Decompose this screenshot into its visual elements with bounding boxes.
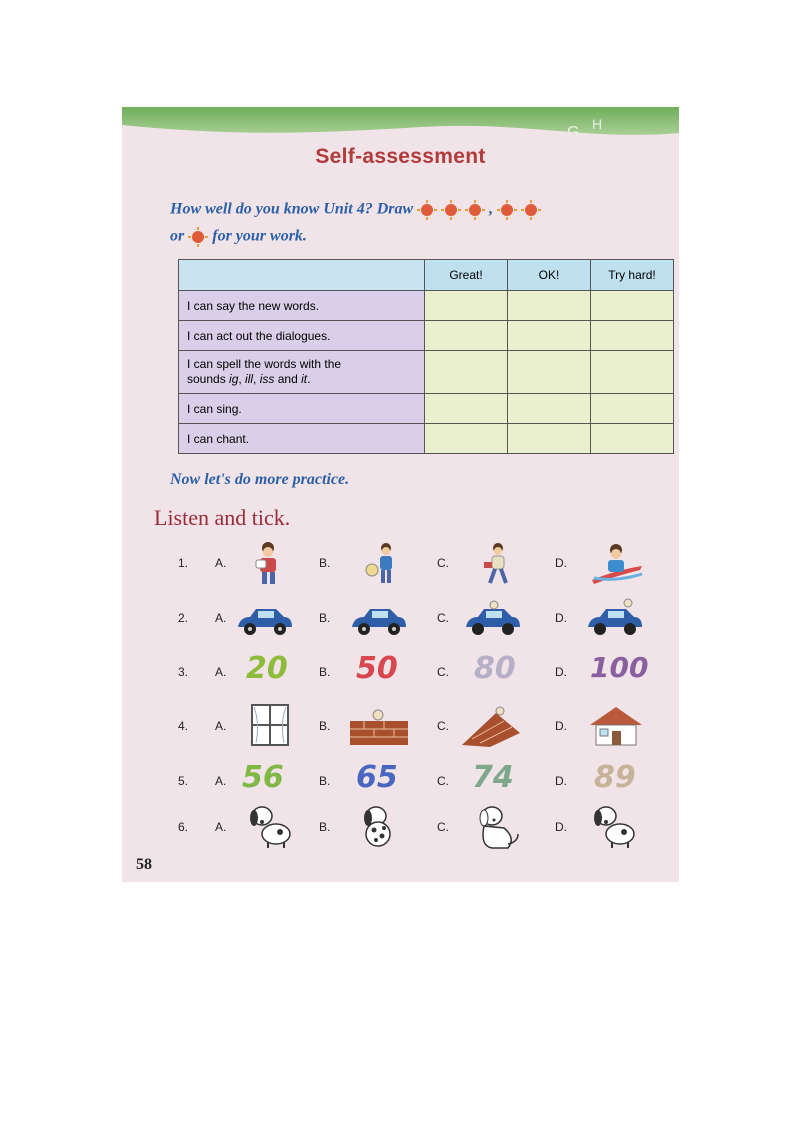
page-title: Self-assessment [315,145,486,168]
row-label: I can chant. [179,424,425,454]
item-number: 4. [178,719,189,733]
instruction-text: How well do you know Unit 4? Draw [170,200,414,218]
answer-cell[interactable] [425,351,508,394]
option-label[interactable]: C. [437,774,449,788]
exercise-row-6 [122,804,679,854]
sound-ig: ig [229,372,239,386]
option-label[interactable]: D. [555,774,567,788]
option-label[interactable]: B. [319,774,331,788]
answer-cell[interactable] [591,291,674,321]
sound-separator: , [238,372,246,386]
self-assessment-table [178,259,674,454]
table-row [179,394,674,424]
number-65[interactable]: 65 [356,760,398,795]
option-label[interactable]: D. [555,719,567,733]
option-label[interactable]: C. [437,820,449,834]
option-label[interactable]: A. [215,611,227,625]
option-label[interactable]: C. [437,665,449,679]
exercise-row-5 [122,758,679,808]
option-label[interactable]: B. [319,820,331,834]
svg-text:H: H [592,116,603,132]
dog-sitting-icon[interactable] [466,804,528,850]
option-label[interactable]: A. [215,719,227,733]
row-label: I can say the new words. [179,291,425,321]
sound-end: . [307,372,311,386]
table-row [179,291,674,321]
option-label[interactable]: B. [319,611,331,625]
instruction-line-2 [170,227,307,247]
answer-cell[interactable] [508,424,591,454]
number-80[interactable]: 80 [474,651,516,686]
svg-text:G: G [567,124,580,141]
sound-and: and [274,372,302,386]
row-label [179,351,425,394]
sun-icon [497,200,517,220]
sun-icon [417,200,437,220]
answer-cell[interactable] [425,291,508,321]
sound-ill: ill [245,372,254,386]
sun-icon [188,227,208,247]
car-cat-icon[interactable] [462,595,524,641]
item-number: 6. [178,820,189,834]
wall-cat-icon[interactable] [348,703,410,749]
window-icon[interactable] [242,703,304,749]
page-number: 58 [136,856,152,873]
number-89[interactable]: 89 [594,760,636,795]
option-label[interactable]: D. [555,665,567,679]
option-label[interactable]: A. [215,820,227,834]
boy-running-icon[interactable] [468,540,530,586]
option-label[interactable]: A. [215,665,227,679]
answer-cell[interactable] [591,351,674,394]
dog-icon[interactable] [584,804,646,850]
answer-cell[interactable] [425,321,508,351]
answer-cell[interactable] [508,394,591,424]
boy-ball-icon[interactable] [350,540,412,586]
number-74[interactable]: 74 [472,760,514,795]
exercise-row-3 [122,649,679,699]
table-header-ok: OK! [508,260,591,291]
option-label[interactable]: B. [319,665,331,679]
answer-cell[interactable] [508,351,591,394]
answer-cell[interactable] [508,321,591,351]
sun-icon [441,200,461,220]
number-20[interactable]: 20 [246,651,288,686]
sun-icon [521,200,541,220]
table-row [179,424,674,454]
option-label[interactable]: C. [437,611,449,625]
option-label[interactable]: B. [319,719,331,733]
option-label[interactable]: A. [215,556,227,570]
number-100[interactable]: 100 [590,651,649,684]
table-header-blank [179,260,425,291]
house-icon[interactable] [584,703,646,749]
table-header-try-hard: Try hard! [591,260,674,291]
instruction-text-end: for your work. [212,227,307,245]
answer-cell[interactable] [425,424,508,454]
number-50[interactable]: 50 [356,651,398,686]
instruction-line-1: How well do you know Unit 4? Draw , [170,200,541,220]
row-label-sounds: sounds [187,372,230,386]
practice-text: Now let's do more practice. [170,471,350,488]
car-cat-icon[interactable] [584,595,646,641]
item-number: 1. [178,556,189,570]
car-icon[interactable] [234,595,296,641]
item-number: 2. [178,611,189,625]
table-row [179,321,674,351]
sun-icon [465,200,485,220]
answer-cell[interactable] [591,321,674,351]
spotted-dog-icon[interactable] [348,804,410,850]
exercise-row-2 [122,595,679,645]
option-label[interactable]: D. [555,611,567,625]
option-label[interactable]: C. [437,556,449,570]
textbook-page [122,107,679,882]
item-number: 3. [178,665,189,679]
car-icon[interactable] [348,595,410,641]
option-label[interactable]: C. [437,719,449,733]
exercise-row-1 [122,540,679,590]
answer-cell[interactable] [508,291,591,321]
table-row [179,351,674,394]
sound-iss: iss [259,372,275,386]
boy-eating-icon[interactable] [240,540,302,586]
instruction-or: or [170,227,185,245]
dog-icon[interactable] [240,804,302,850]
boy-surfing-icon[interactable] [586,540,648,586]
answer-cell[interactable] [591,394,674,424]
exercise-row-4 [122,703,679,753]
option-label[interactable]: A. [215,774,227,788]
option-label[interactable]: D. [555,820,567,834]
option-label[interactable]: B. [319,556,331,570]
row-label-line-1: I can spell the words with the [187,357,342,371]
grass-banner [122,107,679,143]
item-number: 5. [178,774,189,788]
row-label: I can act out the dialogues. [179,321,425,351]
sound-it: it [301,372,308,386]
roof-icon[interactable] [460,703,522,749]
table-header-great: Great! [425,260,508,291]
sound-separator: , [253,372,260,386]
option-label[interactable]: D. [555,556,567,570]
row-label: I can sing. [179,394,425,424]
answer-cell[interactable] [591,424,674,454]
number-56[interactable]: 56 [242,760,284,795]
answer-cell[interactable] [425,394,508,424]
listen-title: Listen and tick. [154,505,291,530]
